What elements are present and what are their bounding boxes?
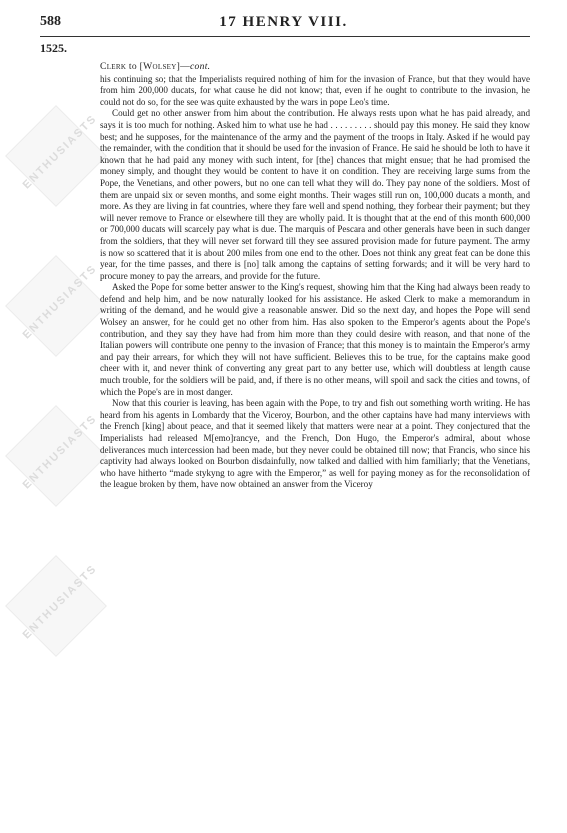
watermark-text: ENTHUSIASTS <box>20 412 100 492</box>
watermark-diamond <box>5 555 107 657</box>
heading-name: Clerk <box>100 61 127 72</box>
header-rule <box>40 36 530 37</box>
heading-recipient: Wolsey <box>143 61 177 72</box>
paragraph: Now that this courier is leaving, has been again with the Pope, to try and fish out something worth writing. He has heard from his agents in Lombardy that the Viceroy, Bourbon, and the other captains have had many interviews with the French [king] about peace, and that it seemed likely that matters were near at a point. They conjectured that the Imperialists had released M[emo]rancye, and the French, Don Hugo, the Emperor's admiral, about whose deliverances much intercession had been made, but they never could be obtained till now; that Francis, who since his captivity had always looked on Bourbon disdainfully, now talked and dallied with him familiarly; that the Venetians, who have hitherto “made stykyng to agre with the Emperor,” as well for paying money as for the reconsolidation of the league broken by them, have now obtained an answer from the Viceroy <box>100 398 530 490</box>
page-number: 588 <box>40 14 61 29</box>
letter-heading <box>100 61 530 73</box>
watermark-text: ENTHUSIASTS <box>20 262 100 342</box>
watermark-diamond <box>5 405 107 507</box>
watermark-text: ENTHUSIASTS <box>20 112 100 192</box>
heading-to: to [ <box>128 61 144 72</box>
watermark-diamond <box>5 255 107 357</box>
page-header <box>0 14 567 32</box>
paragraph: Could get no other answer from him about the contribution. He always rests upon what he has paid already, and says it is too much for nothing. Asked him to what use he had . . . . . . . . . should pay this money. He said they know best; and he supposes, for the maintenance of the army and the payment of the troops in Italy. Asked if he would pay the remainder, with the condition that it should be used for the invasion of France. He said he should be loth to have it known that he had paid any money with such intent, for [the] chances that might ensue; that he had promised the money simply, and thought they would be content to have it on condition. They are receiving large sums from the Pope, the Venetians, and other powers, but no one can tell what they will do. They pay none of the soldiers. Most of them are unpaid six or seven months, and some eight months. Their wages still run on, 100,000 ducats a month, and more. As they are living in fat countries, where they fare well and spend nothing, they forbear their payment; but they will never remove to France or elsewhere till they are wholly paid. It is thought that at the end of this month 600,000 or 700,000 ducats will scarcely pay what is due. The marquis of Pescara and other generals have been in such danger from the soldiers, that they will never set forward till they see assured provision made for future payment. The army is now so scattered that it is about 200 miles from one end to the other. Does not think any great feat can be done this year, for the time passes, and there is [no] talk among the captains of setting forwards; and it will be very hard to procure money to pay the arrears, and provide for the future. <box>100 108 530 281</box>
paragraph: his continuing so; that the Imperialists required nothing of him for the invasion of France, but that they would have from him 200,000 ducats, for what cause he did not know; that, even if he ought to contribute to the invasion, he could not do so, for the see was quite exhausted by the wars in pope Leo's time. <box>100 73 530 107</box>
watermark-diamond <box>5 105 107 207</box>
paragraph: Asked the Pope for some better answer to the King's request, showing him that the King had always been ready to defend and help him, and be now naturally looked for his assistance. He asked Clerk to make a memorandum in writing of the demand, and he would give a reasonable answer. Did so the next day, and hopes the Pope will send Wolsey an answer, for he could get no other from him. Has also spoken to the Emperor's agents about the Pope's contribution, and they say they have had from him more than they could desire with reason, and that none of the Italian powers will contribute one penny to the invasion of France; that this money is to maintain the Emperor's army and pay their arrears, for which they will not have sufficient. Believes this to be true, for the captains make good cheer with it, and never think of converting any great part to any better use, which will doubtless at length cause much trouble, for the soldiers will be paid, and, if there is no other means, will spoil and sack the cities and towns, of which the Pope's are in most danger. <box>100 282 530 397</box>
watermark-text: ENTHUSIASTS <box>20 562 100 642</box>
document-body <box>100 61 530 491</box>
running-head: 17 HENRY VIII. <box>219 14 348 30</box>
heading-cont: cont. <box>189 61 211 72</box>
heading-suffix: ]— <box>176 61 190 72</box>
margin-year: 1525. <box>40 41 67 55</box>
